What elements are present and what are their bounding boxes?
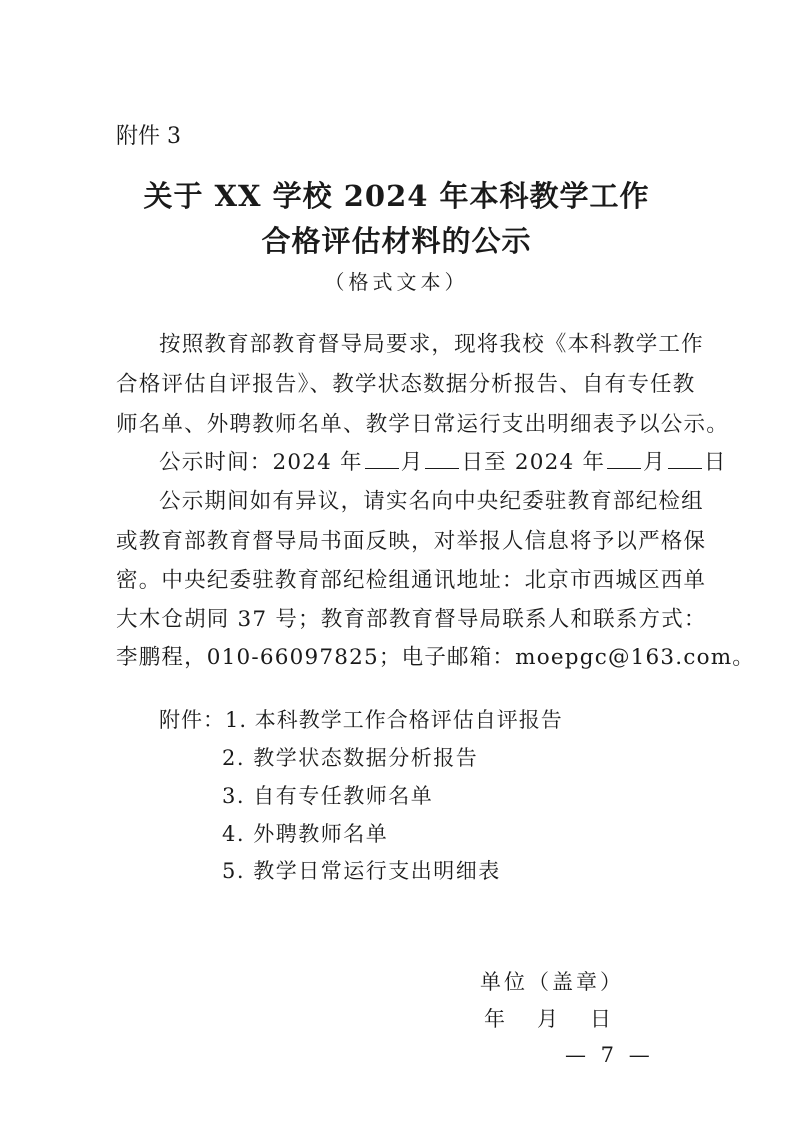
paragraph-1-line-2: 合格评估自评报告》、教学状态数据分析报告、自有专任教 [116, 372, 696, 397]
document-title-line-2: 合格评估材料的公示 [261, 224, 532, 258]
attachment-label: 附件 3 [116, 124, 181, 149]
period-month-2: 月 [643, 450, 666, 475]
blank-day-2 [668, 450, 702, 469]
paragraph-3-line-1: 公示期间如有异议，请实名向中央纪委驻教育部纪检组 [159, 489, 704, 514]
paragraph-3-line-3: 密。中央纪委驻教育部纪检组通讯地址：北京市西城区西单 [116, 568, 707, 593]
attachment-item-3: 3. 自有专任教师名单 [222, 784, 434, 808]
signature-date [484, 1003, 611, 1033]
page-number: — 7 — [565, 1043, 654, 1067]
attachment-item-4: 4. 外聘教师名单 [222, 822, 389, 846]
document-title-line-1: 关于 XX 学校 2024 年本科教学工作 [143, 179, 650, 213]
period-day-1: 日至 2024 年 [461, 450, 606, 475]
attachments-heading: 附件：1. 本科教学工作合格评估自评报告 [159, 708, 563, 732]
document-subtitle: （格式文本） [324, 270, 469, 294]
blank-month-2 [607, 450, 641, 469]
paragraph-1-line-1: 按照教育部教育督导局要求，现将我校《本科教学工作 [159, 332, 704, 357]
blank-day-1 [425, 450, 459, 469]
attachment-item-5: 5. 教学日常运行支出明细表 [222, 859, 501, 883]
paragraph-3-line-2: 或教育部教育督导局书面反映，对举报人信息将予以严格保 [116, 529, 707, 554]
attachment-item-2: 2. 教学状态数据分析报告 [222, 746, 479, 770]
paragraph-1-line-3: 师名单、外聘教师名单、教学日常运行支出明细表予以公示。 [116, 412, 729, 437]
paragraph-3-line-5: 李鹏程，010-66097825；电子邮箱：moepgc@163.com。 [116, 645, 755, 670]
date-day: 日 [590, 1007, 611, 1031]
period-month-1: 月 [400, 450, 424, 475]
blank-month-1 [365, 450, 399, 469]
signature-unit: 单位（盖章） [480, 970, 624, 994]
period-prefix: 公示时间：2024 年 [159, 450, 363, 475]
date-month: 月 [537, 1007, 558, 1031]
publicity-period [159, 445, 727, 476]
period-day-2: 日 [703, 450, 727, 475]
date-year: 年 [484, 1007, 505, 1031]
paragraph-3-line-4: 大木仓胡同 37 号；教育部教育督导局联系人和联系方式： [116, 607, 707, 632]
